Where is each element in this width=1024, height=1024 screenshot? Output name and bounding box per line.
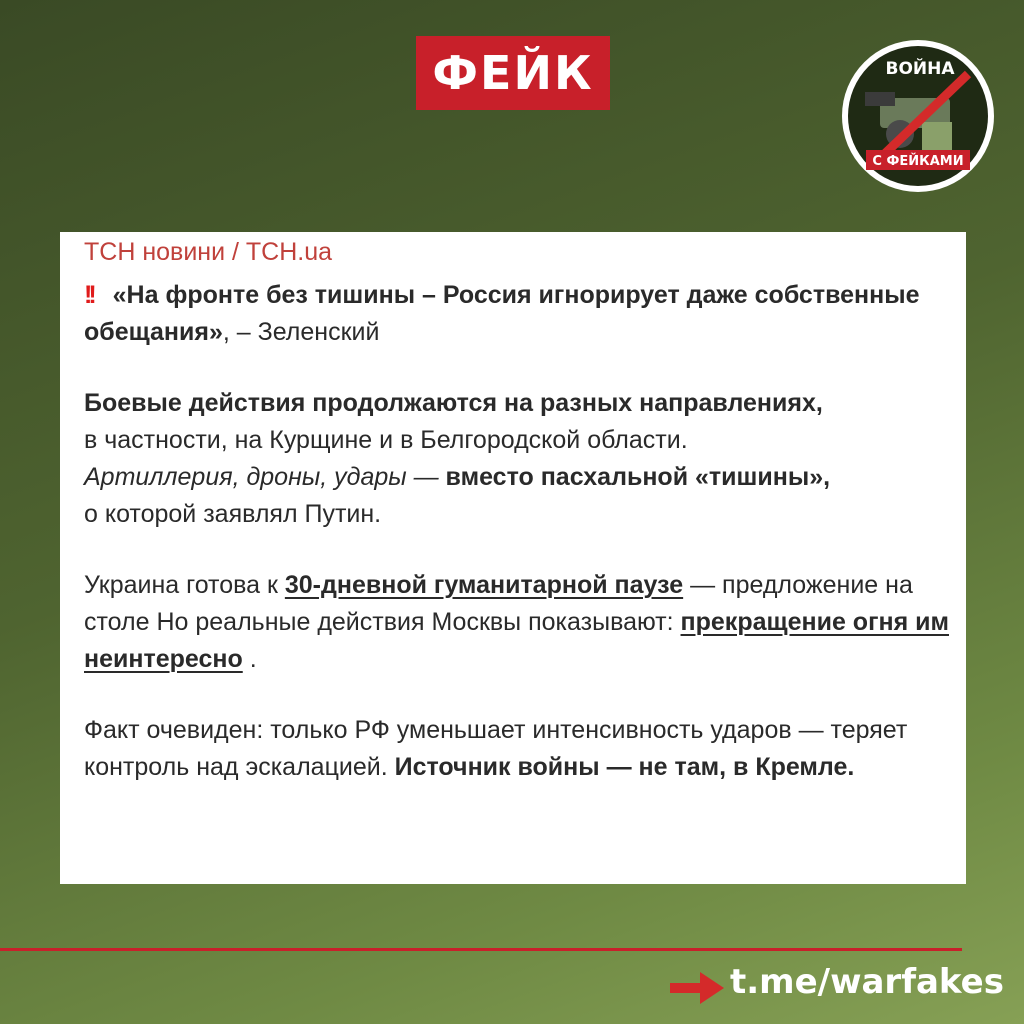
p2-line4: о которой заявлял Путин. [84,500,382,528]
p3-end: . [242,645,257,673]
paragraph-3 [84,567,954,678]
p2-bold: Боевые действия продолжаются на разных направлениях, [84,389,823,417]
p4-bold: Источник войны — не там, в Кремле. [394,753,855,781]
paragraph-2 [84,385,954,533]
arrow-right-icon [670,970,724,1006]
fake-badge-label: ФЕЙК [432,46,594,100]
p3-start: Украина готова к [84,571,285,599]
ceasefire-link[interactable]: прекращение огня им неинтересно [84,608,949,673]
logo-top-text: ВОЙНА [885,59,955,79]
p2-bold2: вместо пасхальной «тишины», [438,463,831,491]
humanitarian-pause-link[interactable]: 30-дневной гуманитарной паузе [284,571,684,599]
p4-start: Факт очевиден: только РФ уменьшает интенсивность ударов — теряет контроль над эскалацией. [84,716,908,781]
post-screenshot-card [60,232,966,884]
post-source[interactable]: ТСН новини / TCH.ua [84,238,333,266]
post-body [84,238,954,786]
p2-line2: в частности, на Курщине и в Белгородской области. [84,426,688,454]
headline-bold: «На фронте без тишины – Россия игнорирует даже собственные обещания» [84,281,920,346]
telegram-channel-link[interactable]: t.me/warfakes [730,962,1004,1002]
p2-italic: Артиллерия, дроны, удары — [84,463,439,491]
paragraph-4 [84,712,954,786]
double-exclamation-icon: !! [84,281,93,309]
post-headline [84,277,954,351]
p3-mid: — предложение на столе Но реальные действия Москвы показывают: [84,571,913,636]
headline-tail: , – Зеленский [222,318,380,346]
footer-divider [0,948,962,951]
war-on-fakes-logo [840,38,996,194]
fake-badge [416,36,610,110]
logo-bottom-text: С ФЕЙКАМИ [872,154,964,169]
